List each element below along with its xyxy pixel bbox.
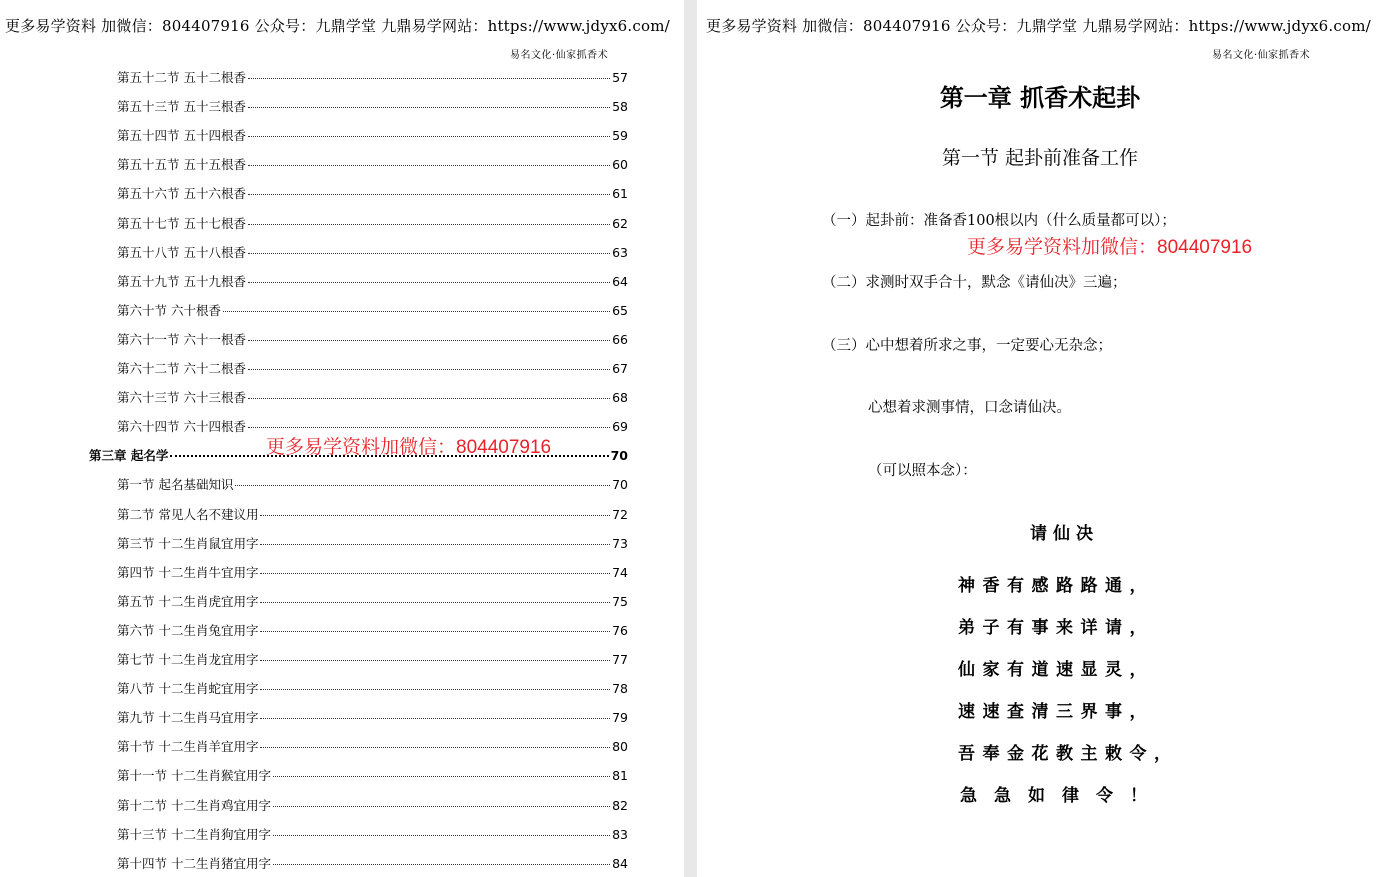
toc-dot-leader bbox=[248, 398, 610, 399]
toc-page-number: 64 bbox=[612, 273, 628, 289]
paragraph: （一）起卦前：准备香100根以内（什么质量都可以）； bbox=[822, 213, 1176, 229]
toc-dot-leader bbox=[260, 602, 610, 603]
toc-dot-leader bbox=[260, 631, 610, 632]
page-gutter bbox=[684, 0, 697, 877]
toc-dot-leader bbox=[248, 107, 610, 108]
toc-entry-title: 第十二节 十二生肖鸡宜用字 bbox=[117, 797, 271, 813]
toc-entry[interactable] bbox=[117, 330, 628, 348]
toc-entry[interactable] bbox=[117, 854, 628, 872]
toc-page-number: 59 bbox=[612, 128, 628, 144]
toc-entry[interactable] bbox=[117, 243, 628, 261]
toc-entry-title: 第六十二节 六十二根香 bbox=[117, 361, 246, 376]
toc-page-number: 65 bbox=[612, 302, 628, 318]
toc-entry[interactable] bbox=[117, 359, 628, 377]
toc-entry[interactable] bbox=[117, 475, 628, 493]
toc-entry[interactable] bbox=[117, 68, 628, 86]
toc-entry[interactable] bbox=[117, 272, 628, 290]
toc-entry[interactable] bbox=[117, 737, 628, 755]
toc-entry[interactable] bbox=[117, 534, 628, 552]
toc-page-number: 67 bbox=[612, 361, 628, 376]
toc-entry-title: 第五节 十二生肖虎宜用字 bbox=[117, 593, 259, 609]
toc-entry-title: 第十一节 十二生肖猴宜用字 bbox=[117, 768, 271, 784]
toc-dot-leader bbox=[248, 165, 610, 166]
toc-entry[interactable] bbox=[117, 796, 628, 814]
poem-line: 吾奉金花教主敕令， bbox=[958, 744, 1179, 764]
watermark-text: 更多易学资料 加微信：804407916 公众号：九鼎学堂 九鼎易学网站：https://www.jdyx6.com/ bbox=[5, 17, 670, 35]
toc-page-number: 81 bbox=[612, 768, 628, 784]
poem-line: 仙家有道速显灵， bbox=[958, 660, 1154, 680]
toc-dot-leader bbox=[248, 282, 610, 283]
toc-entry-title: 第五十四节 五十四根香 bbox=[117, 128, 246, 144]
toc-entry-title: 第十四节 十二生肖猪宜用字 bbox=[117, 855, 271, 871]
toc-page-number: 61 bbox=[612, 186, 628, 202]
poem-line: 速速查清三界事， bbox=[958, 702, 1154, 722]
page-header: 易名文化·仙家抓香术 bbox=[510, 50, 609, 61]
paragraph: （三）心中想着所求之事，一定要心无杂念； bbox=[822, 338, 1112, 354]
toc-page-number: 76 bbox=[612, 622, 628, 638]
toc-entry[interactable] bbox=[117, 97, 628, 115]
toc-entry-title: 第四节 十二生肖牛宜用字 bbox=[117, 564, 259, 580]
toc-page-number: 62 bbox=[612, 215, 628, 231]
toc-entry[interactable] bbox=[117, 126, 628, 144]
toc-entry-title: 第六节 十二生肖兔宜用字 bbox=[117, 622, 259, 638]
toc-page-number: 74 bbox=[612, 564, 628, 580]
toc-dot-leader bbox=[273, 776, 610, 777]
toc-entry-title: 第五十七节 五十七根香 bbox=[117, 215, 246, 231]
toc-entry[interactable] bbox=[117, 766, 628, 784]
toc-dot-leader bbox=[260, 747, 610, 748]
toc-page-number: 82 bbox=[612, 797, 628, 813]
toc-page-number: 75 bbox=[612, 593, 628, 609]
toc-dot-leader bbox=[235, 485, 610, 486]
toc-dot-leader bbox=[260, 544, 610, 545]
poem-line: 急急如律令！ bbox=[960, 786, 1164, 806]
toc-dot-leader bbox=[260, 573, 610, 574]
toc-entry[interactable] bbox=[117, 621, 628, 639]
toc-page-number: 72 bbox=[612, 506, 628, 522]
toc-entry-title: 第六十四节 六十四根香 bbox=[117, 419, 246, 435]
toc-entry[interactable] bbox=[117, 184, 628, 202]
toc-dot-leader bbox=[248, 224, 610, 225]
toc-page-number: 84 bbox=[612, 855, 628, 871]
toc-page-number: 79 bbox=[612, 710, 628, 726]
toc-entry[interactable] bbox=[117, 650, 628, 668]
toc-page-number: 73 bbox=[612, 535, 628, 551]
toc-entry-title: 第五十六节 五十六根香 bbox=[117, 186, 246, 202]
content-page bbox=[697, 0, 1383, 877]
toc-entry-title: 第八节 十二生肖蛇宜用字 bbox=[117, 681, 259, 697]
toc-entry[interactable] bbox=[117, 155, 628, 173]
toc-entry[interactable] bbox=[117, 825, 628, 843]
toc-page bbox=[0, 0, 684, 877]
toc-page-number: 69 bbox=[612, 419, 628, 435]
toc-entry[interactable] bbox=[117, 301, 628, 319]
toc-entry[interactable] bbox=[117, 679, 628, 697]
toc-dot-leader bbox=[260, 660, 610, 661]
toc-page-number: 77 bbox=[612, 652, 628, 667]
toc-dot-leader bbox=[273, 835, 610, 836]
toc-page-number: 68 bbox=[612, 390, 628, 406]
toc-dot-leader bbox=[260, 718, 610, 719]
toc-dot-leader bbox=[248, 369, 610, 370]
toc-entry-title: 第五十九节 五十九根香 bbox=[117, 273, 246, 289]
toc-entry-title: 第六十一节 六十一根香 bbox=[117, 331, 246, 347]
toc-entry-title: 第二节 常见人名不建议用 bbox=[117, 506, 259, 522]
toc-dot-leader bbox=[248, 194, 610, 195]
watermark-text: 更多易学资料 加微信：804407916 公众号：九鼎学堂 九鼎易学网站：https://www.jdyx6.com/ bbox=[706, 17, 1371, 35]
toc-dot-leader bbox=[248, 136, 610, 137]
toc-entry-title: 第七节 十二生肖龙宜用字 bbox=[117, 652, 259, 667]
promo-overlay: 更多易学资料加微信：804407916 bbox=[967, 237, 1253, 258]
toc-dot-leader bbox=[223, 311, 610, 312]
page-header: 易名文化·仙家抓香术 bbox=[1212, 50, 1311, 61]
toc-entry-title: 第九节 十二生肖马宜用字 bbox=[117, 710, 259, 726]
toc-entry-title: 第三章 起名学 bbox=[89, 448, 169, 464]
toc-page-number: 78 bbox=[612, 681, 628, 697]
poem-line: 神香有感路路通， bbox=[958, 576, 1154, 596]
toc-entry[interactable] bbox=[117, 214, 628, 232]
toc-entry-title: 第六十节 六十根香 bbox=[117, 302, 221, 318]
toc-page-number: 70 bbox=[612, 477, 628, 493]
poem-line: 弟子有事来详请， bbox=[958, 618, 1154, 638]
paragraph: 心想着求测事情，口念请仙决。 bbox=[868, 400, 1071, 416]
toc-entry-title: 第一节 起名基础知识 bbox=[117, 477, 234, 493]
promo-overlay: 更多易学资料加微信：804407916 bbox=[266, 437, 552, 458]
toc-dot-leader bbox=[248, 78, 610, 79]
toc-entry-title: 第五十二节 五十二根香 bbox=[117, 70, 246, 85]
toc-entry-title: 第三节 十二生肖鼠宜用字 bbox=[117, 535, 259, 551]
toc-dot-leader bbox=[248, 253, 610, 254]
toc-dot-leader bbox=[273, 864, 610, 865]
toc-entry-title: 第十节 十二生肖羊宜用字 bbox=[117, 739, 259, 755]
toc-entry-title: 第六十三节 六十三根香 bbox=[117, 390, 246, 406]
toc-entry-title: 第五十三节 五十三根香 bbox=[117, 99, 246, 115]
toc-page-number: 63 bbox=[612, 244, 628, 260]
section-title: 第一节 起卦前准备工作 bbox=[941, 147, 1139, 169]
toc-entry[interactable] bbox=[117, 592, 628, 610]
toc-dot-leader bbox=[260, 689, 610, 690]
paragraph: （二）求测时双手合十，默念《请仙决》三遍； bbox=[822, 275, 1127, 291]
toc-dot-leader bbox=[248, 340, 610, 341]
toc-page-number: 80 bbox=[612, 739, 628, 755]
toc-entry[interactable] bbox=[117, 388, 628, 406]
toc-page-number: 66 bbox=[612, 331, 628, 347]
chapter-title: 第一章 抓香术起卦 bbox=[939, 83, 1141, 112]
toc-entry[interactable] bbox=[117, 563, 628, 581]
toc-page-number: 70 bbox=[610, 448, 628, 464]
toc-dot-leader bbox=[260, 515, 610, 516]
toc-page-number: 58 bbox=[612, 99, 628, 115]
toc-dot-leader bbox=[273, 806, 610, 807]
toc-dot-leader bbox=[248, 427, 610, 428]
toc-entry-title: 第五十八节 五十八根香 bbox=[117, 244, 246, 260]
paragraph: （可以照本念）： bbox=[868, 463, 977, 479]
toc-entry-title: 第五十五节 五十五根香 bbox=[117, 157, 246, 173]
toc-page-number: 83 bbox=[612, 826, 628, 842]
toc-page-number: 57 bbox=[612, 70, 628, 85]
toc-entry[interactable] bbox=[117, 505, 628, 523]
toc-entry-title: 第十三节 十二生肖狗宜用字 bbox=[117, 826, 271, 842]
poem-title: 请仙决 bbox=[1030, 524, 1099, 544]
toc-entry[interactable] bbox=[117, 708, 628, 726]
toc-page-number: 60 bbox=[612, 157, 628, 173]
